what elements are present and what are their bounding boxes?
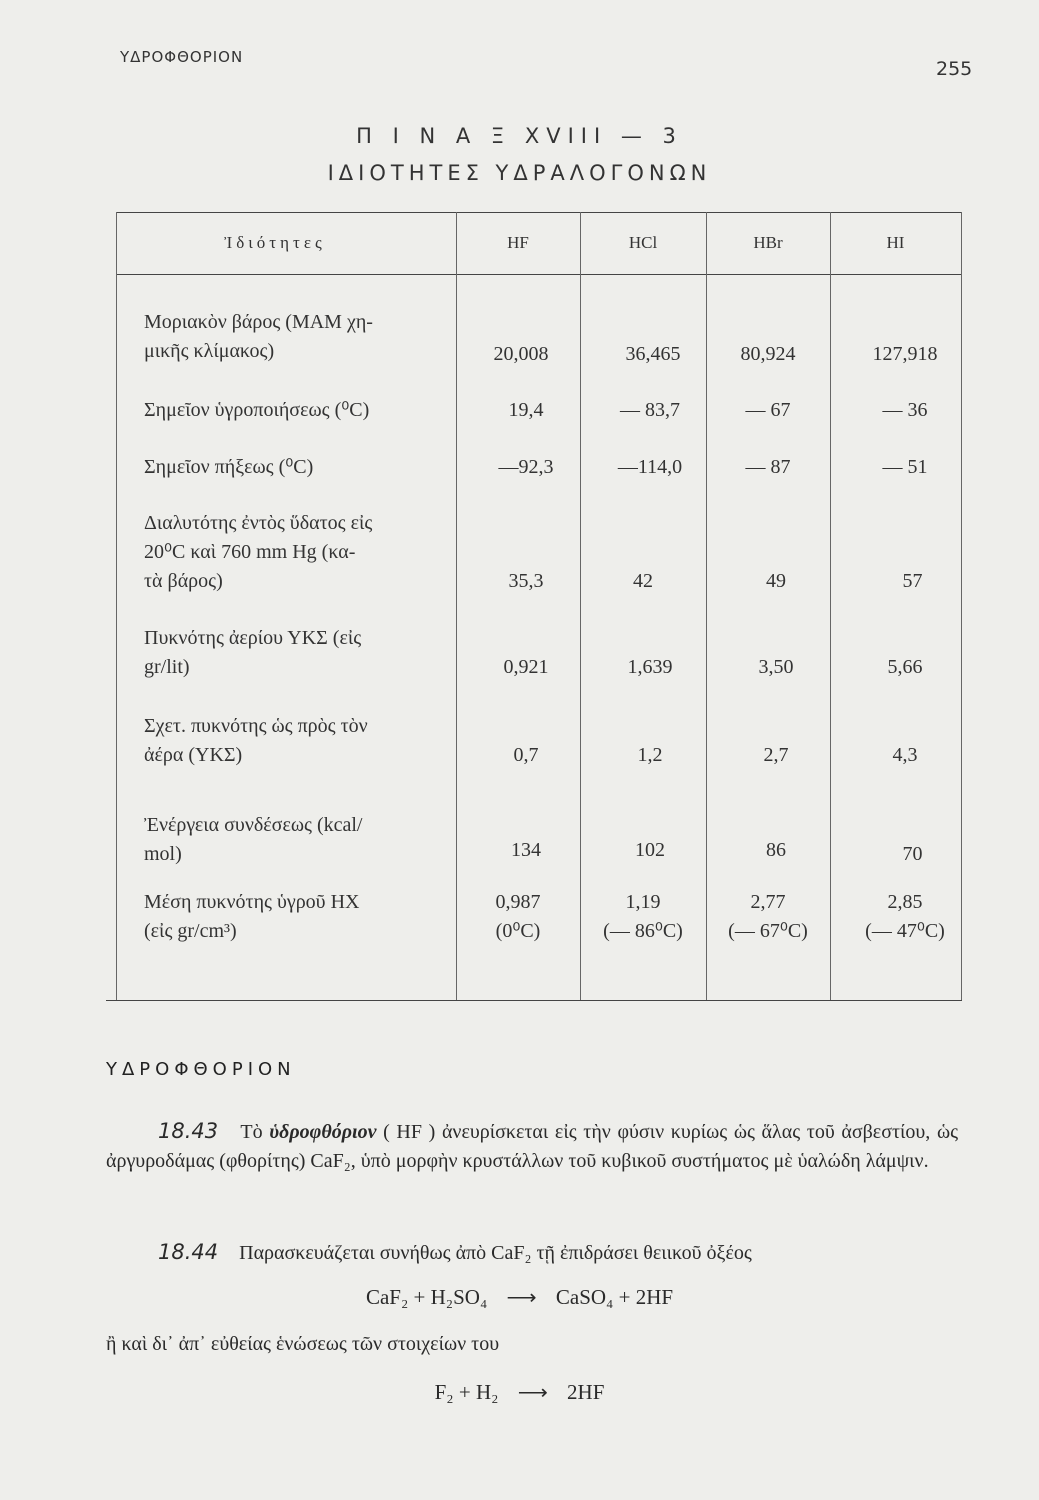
cell-hf: 0,7 xyxy=(513,744,539,766)
paragraph-number: 18.44 xyxy=(158,1240,219,1264)
cell-hi: 5,66 xyxy=(887,656,923,678)
cell-hi: — 51 xyxy=(882,456,928,478)
header-hi: HI xyxy=(886,233,905,252)
row-gas-density-label: Πυκνότης ἀερίου ΥΚΣ (εἰς gr/lit) xyxy=(144,627,362,678)
cell-hbr: 86 xyxy=(766,839,786,861)
cell-hbr: — 87 xyxy=(745,456,791,478)
header-hbr: HBr xyxy=(753,233,783,252)
cell-hi: — 36 xyxy=(882,399,928,421)
cell-hi: 70 xyxy=(902,843,923,865)
equation-f2-h2: F₂ + H₂ ⟶ 2HF xyxy=(434,1380,605,1404)
cell-hf: —92,3 xyxy=(498,456,554,478)
paragraph-direct-synthesis: ἢ καὶ δι᾽ ἀπ᾽ εὐθείας ἑνώσεως τῶν στοιχείων του xyxy=(106,1333,500,1355)
term-hydrofluoric: ὑδροφθόριον xyxy=(269,1121,377,1143)
cell-hf: 0,921 xyxy=(503,656,549,678)
cell-hcl: 102 xyxy=(635,839,665,861)
section-heading: ΥΔΡΟΦΘΟΡΙΟΝ xyxy=(106,1059,296,1080)
header-hf: HF xyxy=(507,233,529,252)
column-divider-2 xyxy=(580,212,581,1000)
table-number: Π Ι Ν Α Ξ XVIII — 3 xyxy=(356,124,683,148)
cell-hi: 57 xyxy=(902,570,923,592)
column-divider-4 xyxy=(830,212,831,1000)
row-relative-density-label: Σχετ. πυκνότης ὡς πρὸς τὸν ἀέρα (ΥΚΣ) xyxy=(144,715,368,766)
cell-hbr: 49 xyxy=(766,570,786,592)
cell-hcl: 42 xyxy=(633,570,653,592)
cell-hbr: 2,77 (— 67⁰C) xyxy=(728,891,808,942)
row-bond-energy-label: Ἐνέργεια συνδέσεως (kcal/ mol) xyxy=(144,814,363,865)
table-left-border xyxy=(116,212,117,1000)
row-boiling-point-label: Σημεῖον ὑγροποιήσεως (⁰C) xyxy=(144,399,370,421)
page-number: 255 xyxy=(936,58,973,80)
equation-caf2-h2so4: CaF₂ + H₂SO₄ ⟶ CaSO₄ + 2HF xyxy=(365,1285,674,1309)
table-header-rule xyxy=(116,274,962,275)
reaction-arrow-icon: ⟶ xyxy=(517,1380,548,1404)
cell-hi: 127,918 xyxy=(872,343,938,365)
cell-hf: 35,3 xyxy=(508,570,544,592)
paragraph-number: 18.43 xyxy=(158,1119,219,1143)
table-bottom-rule xyxy=(106,1000,962,1001)
header-properties: Ἰδιότητες xyxy=(224,233,326,252)
row-liquid-density-label: Μέση πυκνότης ὑγροῦ HX (εἰς gr/cm³) xyxy=(144,891,360,942)
cell-hf: 134 xyxy=(511,839,541,861)
column-divider-1 xyxy=(456,212,457,1000)
cell-hf: 20,008 xyxy=(493,343,549,365)
paragraph-18-43: 18.43 Τὸ ὑδροφθόριον ( HF ) ἀνευρίσκεται εἰς τὴν φύσιν κυρίως ὡς ἅλας τοῦ ἀσβεστίου, ὡς ἀργυροδάμας (φθορίτης) CaF₂, ὑπὸ μορφὴν κρυστάλλων τοῦ κυβικοῦ συστήματος μὲ ὑαλώδη λάμψιν. xyxy=(106,1119,959,1172)
row-solubility-label: Διαλυτότης ἐντὸς ὕδατος εἰς 20⁰C καὶ 760 mm Hg (κα- τὰ βάρος) xyxy=(144,512,373,592)
cell-hbr: — 67 xyxy=(745,399,791,421)
cell-hcl: 1,639 xyxy=(627,656,673,678)
cell-hcl: — 83,7 xyxy=(620,399,680,421)
cell-hbr: 80,924 xyxy=(740,343,796,365)
table-right-border xyxy=(961,212,962,1000)
cell-hf: 0,987 (0⁰C) xyxy=(495,891,541,942)
column-divider-3 xyxy=(706,212,707,1000)
row-molecular-weight-label: Μοριακὸν βάρος (ΜΑΜ χη- μικῆς κλίμακος) xyxy=(144,311,373,362)
paragraph-18-44: 18.44 Παρασκευάζεται συνήθως ἀπὸ CaF₂ τῇ ἐπιδράσει θειικοῦ ὀξέος xyxy=(158,1240,752,1264)
table-title: ΙΔΙΟΤΗΤΕΣ ΥΔΡΑΛΟΓΟΝΩΝ xyxy=(327,161,712,185)
cell-hbr: 3,50 xyxy=(758,656,794,678)
cell-hcl: 36,465 xyxy=(625,343,681,365)
cell-hi: 4,3 xyxy=(892,744,918,766)
reaction-arrow-icon: ⟶ xyxy=(506,1285,537,1309)
cell-hcl: 1,19 (— 86⁰C) xyxy=(603,891,683,942)
cell-hcl: —114,0 xyxy=(617,456,683,478)
cell-hi: 2,85 (— 47⁰C) xyxy=(865,891,945,942)
header-hcl: HCl xyxy=(628,233,658,252)
cell-hcl: 1,2 xyxy=(637,744,663,766)
running-head: ΥΔΡΟΦΘΟΡΙΟΝ xyxy=(120,48,244,66)
cell-hf: 19,4 xyxy=(508,399,544,421)
table-top-rule xyxy=(116,212,962,213)
cell-hbr: 2,7 xyxy=(763,744,789,766)
row-freezing-point-label: Σημεῖον πήξεως (⁰C) xyxy=(144,456,314,478)
